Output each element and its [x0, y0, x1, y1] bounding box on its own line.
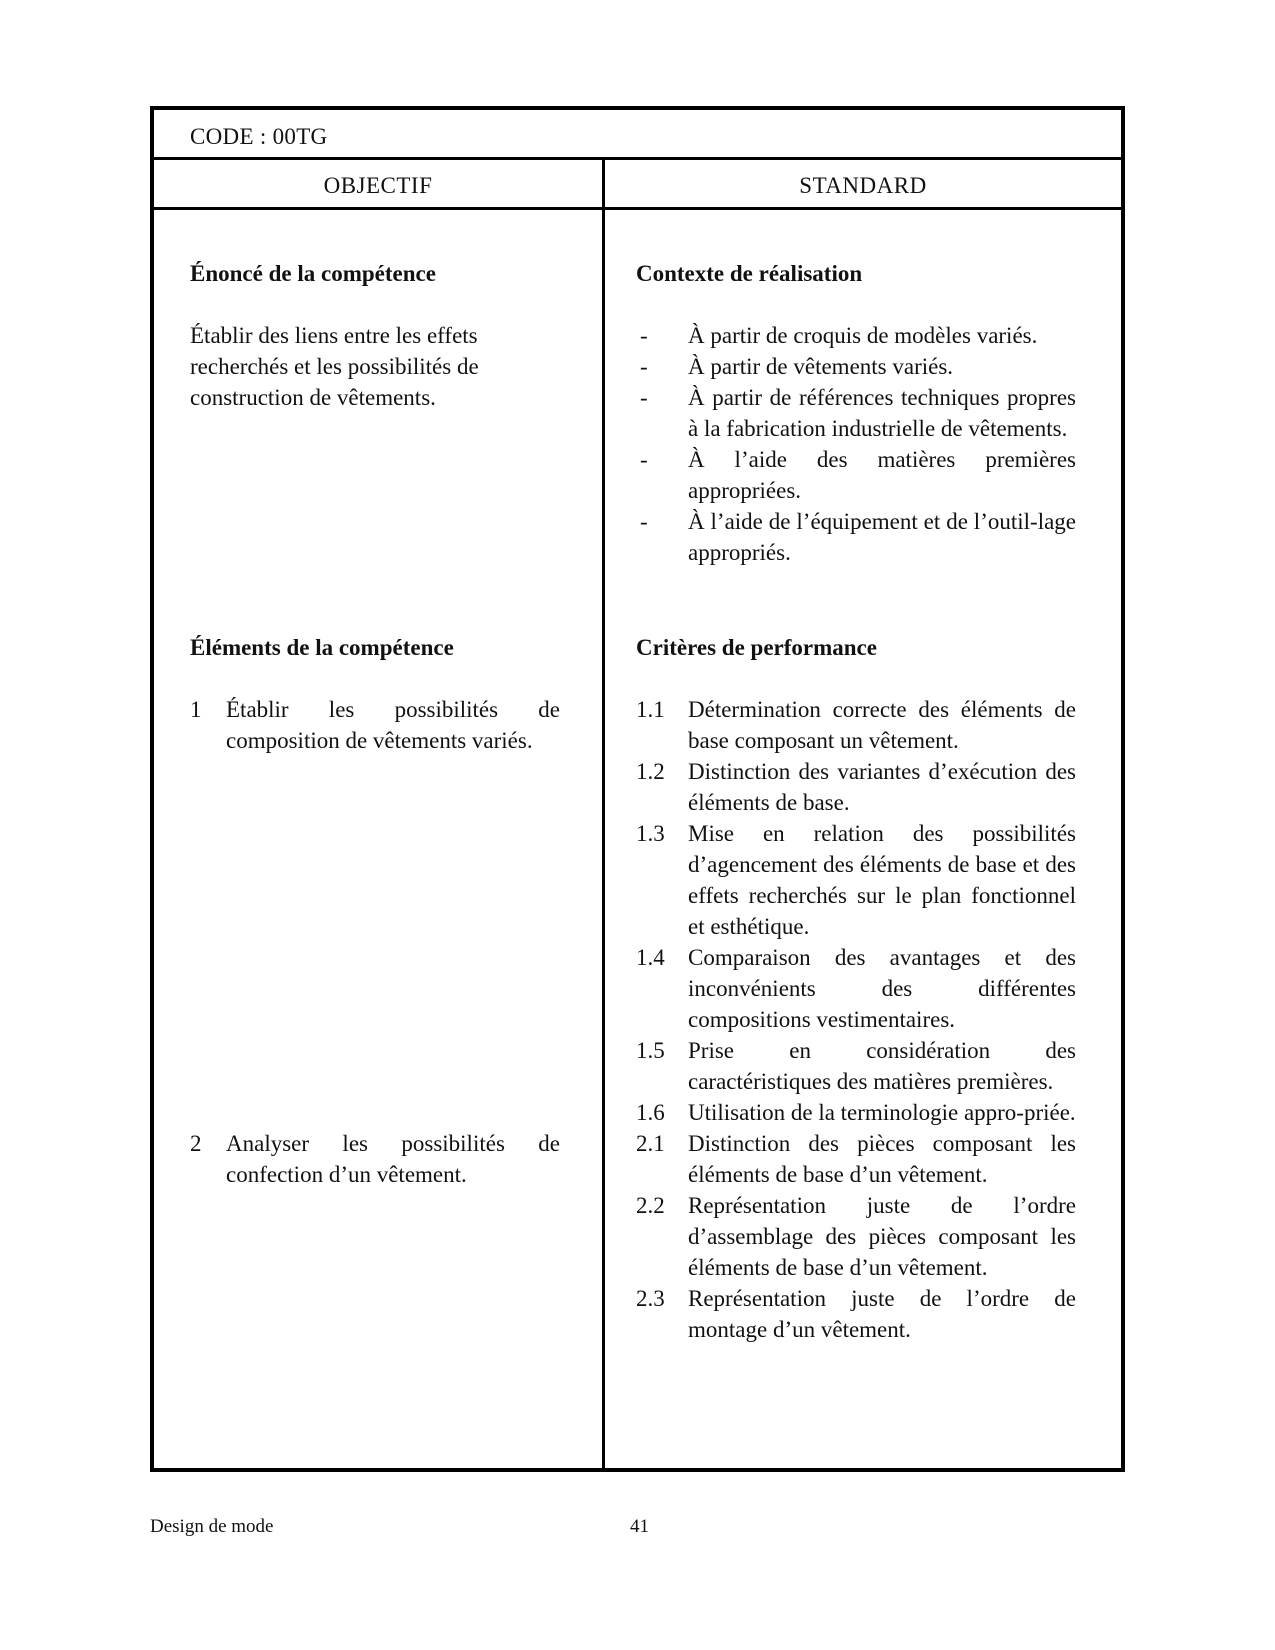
contexte-item [636, 444, 1076, 506]
contexte-column [636, 258, 1076, 568]
critere-item [636, 942, 1076, 1035]
contexte-text: À partir de croquis de modèles variés. [688, 323, 1038, 348]
elements-column [190, 632, 560, 756]
contexte-text: À l’aide des matières premières appropriées. [688, 447, 1076, 503]
critere-text: Représentation juste de l’ordre d’assemblage des pièces composant les éléments de base d’un vêtement. [688, 1193, 1076, 1280]
contexte-item [636, 320, 1076, 351]
element-item [190, 694, 560, 756]
critere-number: 1.6 [636, 1100, 665, 1125]
column-divider [602, 160, 605, 1468]
critere-item [636, 818, 1076, 942]
contexte-heading: Contexte de réalisation [636, 261, 863, 286]
critere-text: Distinction des variantes d’exécution des éléments de base. [688, 759, 1076, 815]
dash-marker: - [640, 447, 648, 472]
critere-text: Représentation juste de l’ordre de montage d’un vêtement. [688, 1286, 1076, 1342]
column-header-objectif: OBJECTIF [323, 173, 433, 198]
critere-number: 2.2 [636, 1193, 665, 1218]
critere-item [636, 1283, 1076, 1345]
critere-text: Distinction des pièces composant les éléments de base d’un vêtement. [688, 1131, 1076, 1187]
element-text: Analyser les possibilités de confection d’un vêtement. [226, 1131, 560, 1187]
critere-item [636, 756, 1076, 818]
enonce-heading: Énoncé de la compétence [190, 261, 436, 286]
dash-marker: - [640, 509, 648, 534]
dash-marker: - [640, 323, 648, 348]
contexte-item [636, 506, 1076, 568]
column-header-standard: STANDARD [799, 173, 927, 198]
element-number: 2 [190, 1131, 202, 1156]
page-number: 41 [630, 1516, 649, 1537]
critere-number: 1.2 [636, 759, 665, 784]
contexte-item [636, 382, 1076, 444]
contexte-item [636, 351, 1076, 382]
dash-marker: - [640, 354, 648, 379]
critere-item [636, 1190, 1076, 1283]
footer-title: Design de mode [150, 1516, 274, 1537]
critere-number: 2.1 [636, 1131, 665, 1156]
critere-text: Utilisation de la terminologie appro-priée. [688, 1100, 1076, 1125]
divider [154, 207, 1121, 210]
criteres-column [636, 632, 1076, 1128]
code-label: CODE : 00TG [190, 124, 328, 149]
critere-number: 1.5 [636, 1038, 665, 1063]
contexte-text: À l’aide de l’équipement et de l’outil-lage appropriés. [688, 509, 1076, 565]
critere-number: 1.3 [636, 821, 665, 846]
enonce-text: Établir des liens entre les effets recherchés et les possibilités de construction de vêtements. [190, 323, 479, 410]
contexte-text: À partir de références techniques propres à la fabrication industrielle de vêtements. [688, 385, 1076, 441]
critere-number: 2.3 [636, 1286, 665, 1311]
critere-item [636, 1035, 1076, 1097]
element-item [190, 1128, 560, 1190]
objectif-column [190, 258, 560, 413]
critere-text: Prise en considération des caractéristiques des matières premières. [688, 1038, 1076, 1094]
criteres-heading: Critères de performance [636, 635, 877, 660]
elements-heading: Éléments de la compétence [190, 635, 454, 660]
critere-item [636, 1097, 1076, 1128]
critere-number: 1.4 [636, 945, 665, 970]
critere-item [636, 694, 1076, 756]
critere-text: Mise en relation des possibilités d’agencement des éléments de base et des effets recherchés sur le plan fonctionnel et esthétique. [688, 821, 1076, 939]
element-2 [190, 1128, 560, 1190]
critere-text: Détermination correcte des éléments de base composant un vêtement. [688, 697, 1076, 753]
element-number: 1 [190, 697, 202, 722]
criteres-group-2 [636, 1128, 1076, 1345]
element-text: Établir les possibilités de composition de vêtements variés. [226, 697, 560, 753]
divider [154, 157, 1121, 160]
contexte-text: À partir de vêtements variés. [688, 354, 954, 379]
critere-number: 1.1 [636, 697, 665, 722]
critere-item [636, 1128, 1076, 1190]
competency-table [150, 106, 1125, 1472]
dash-marker: - [640, 385, 648, 410]
critere-text: Comparaison des avantages et des inconvénients des différentes compositions vestimentaires. [688, 945, 1076, 1032]
